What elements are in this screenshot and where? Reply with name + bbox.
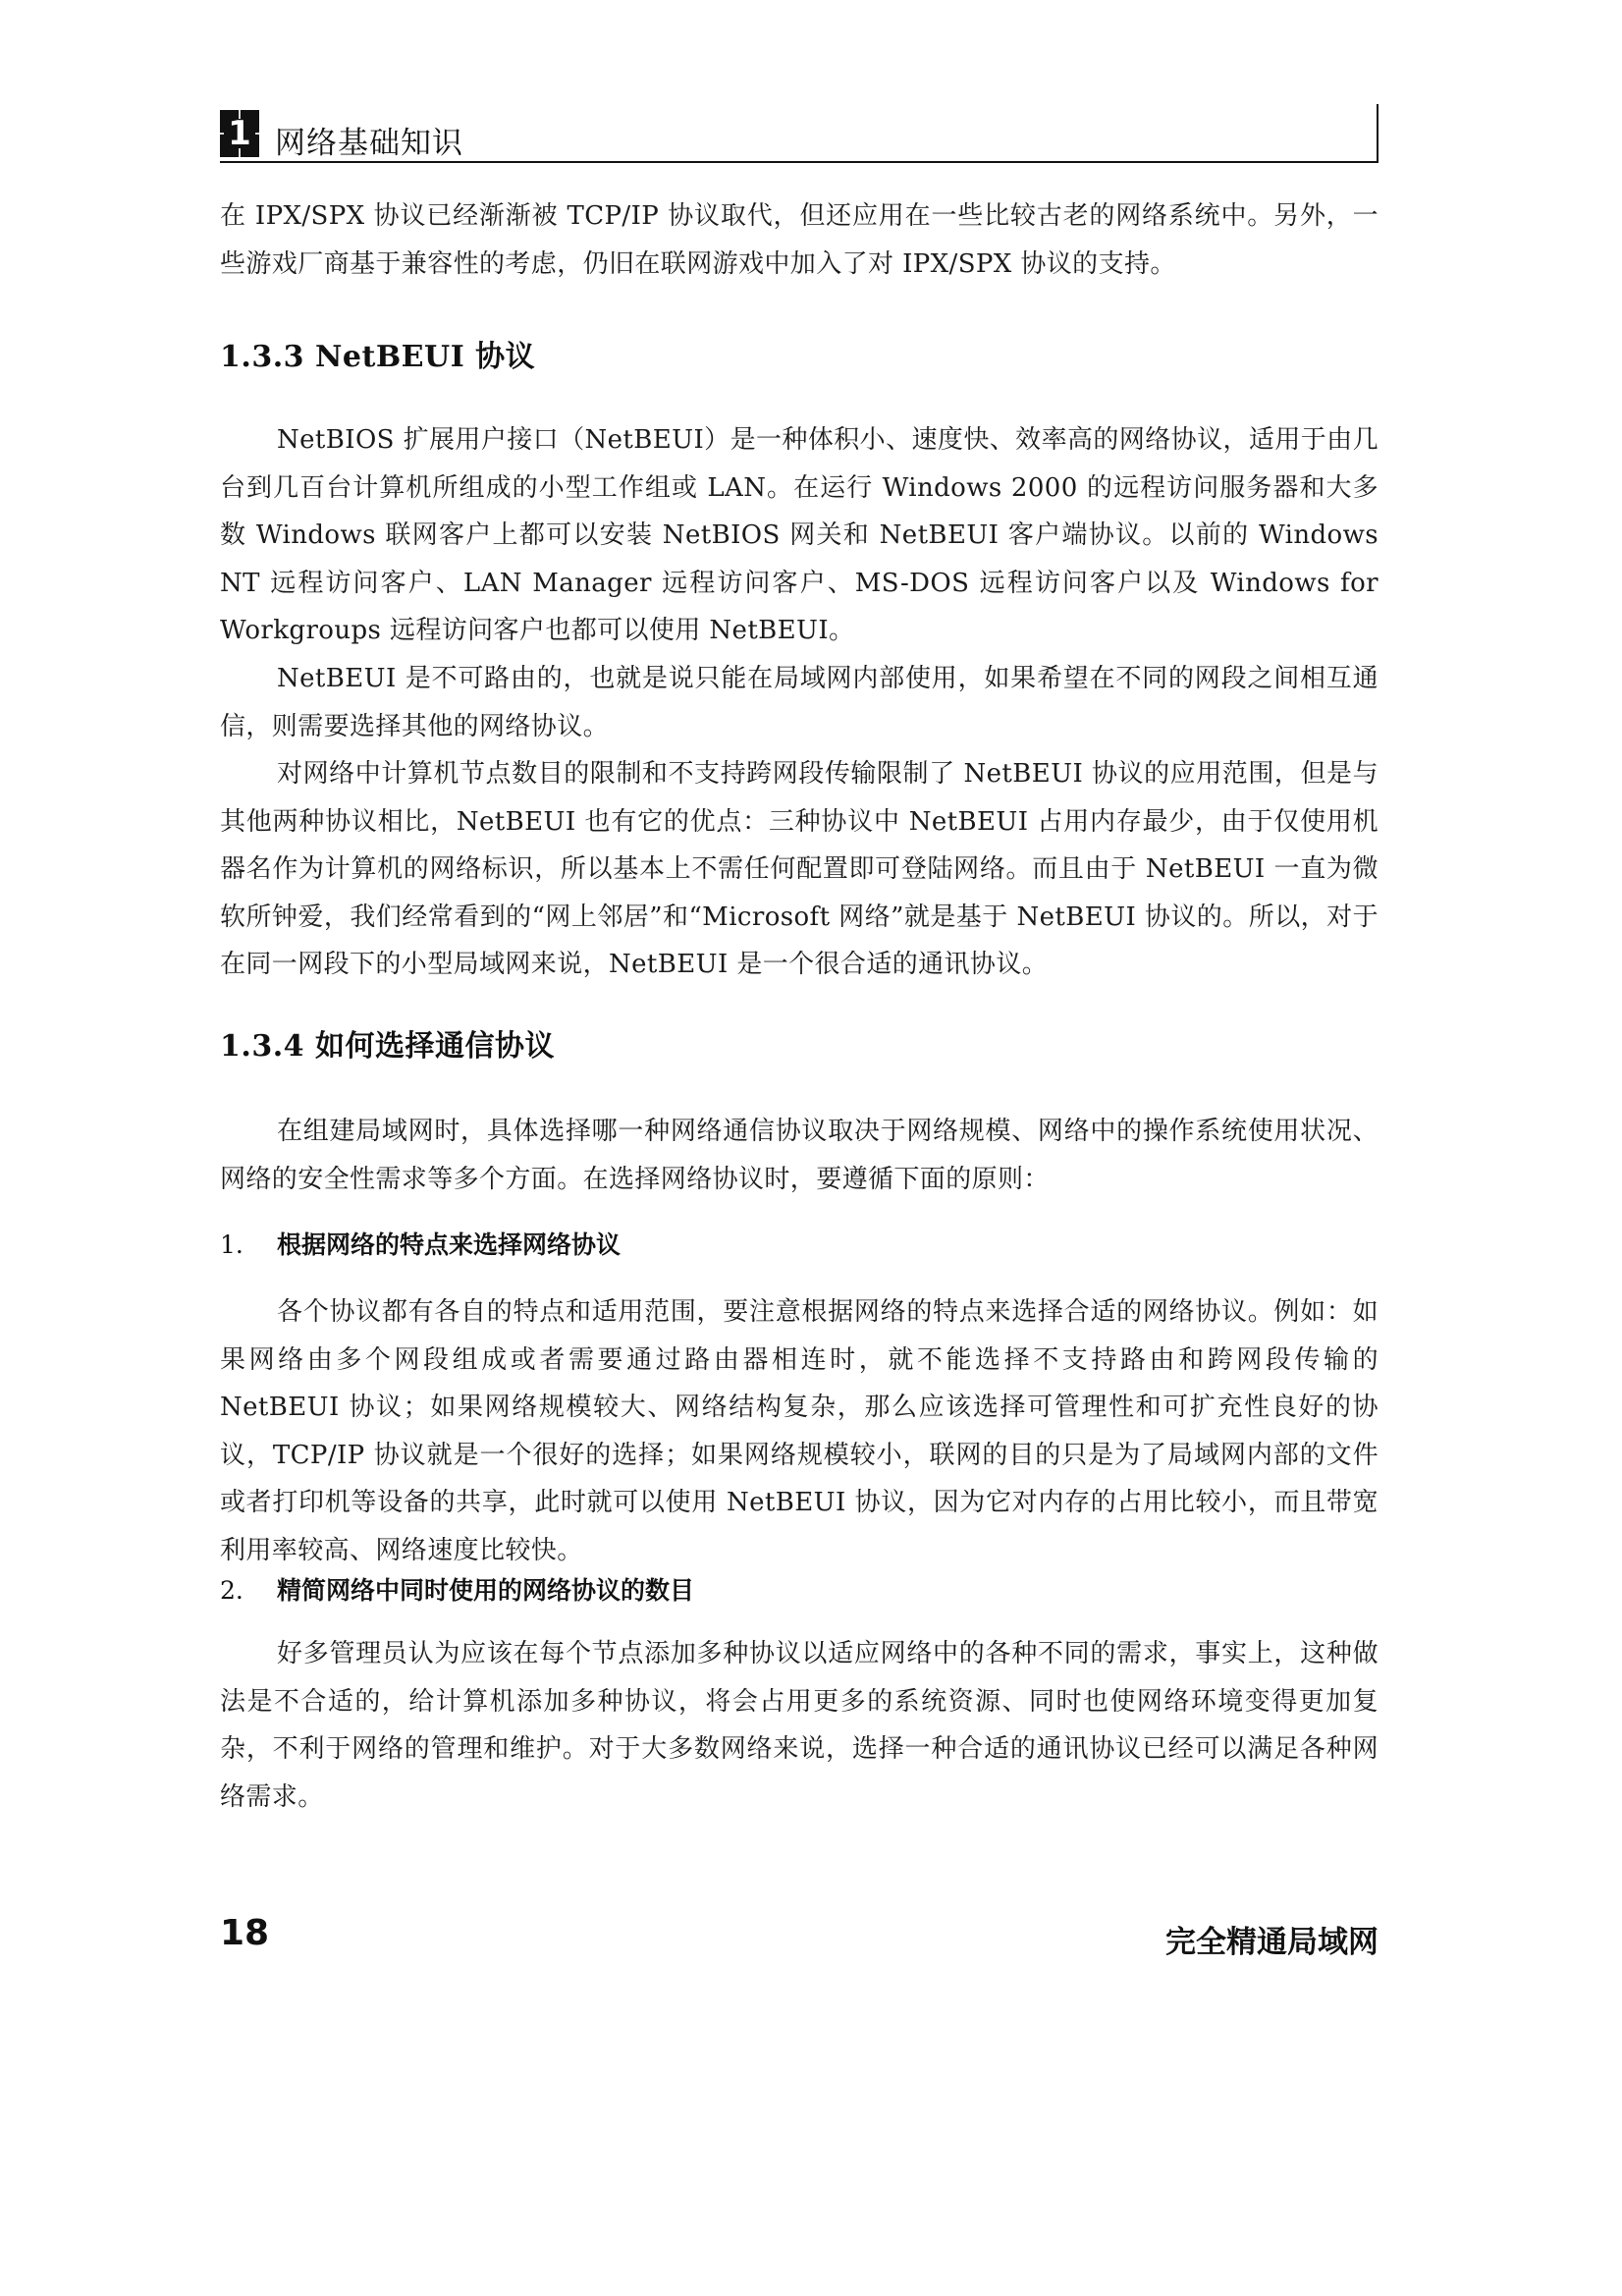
list-heading-2-title: 精简网络中同时使用的网络协议的数目: [277, 1576, 695, 1605]
list-heading-2: [220, 1571, 694, 1607]
section-heading-1-3-4: 1.3.4 如何选择通信协议: [220, 1029, 555, 1064]
list-heading-1-title: 根据网络的特点来选择网络协议: [277, 1230, 622, 1259]
paragraph-intro: 在 IPX/SPX 协议已经渐渐被 TCP/IP 协议取代，但还应用在一些比较古老的网络系统中。另外，一些游戏厂商基于兼容性的考虑，仍旧在联网游戏中加入了对 IPX/SPX 协议的支持。: [220, 201, 1379, 279]
header-rule: [220, 161, 1379, 163]
list-heading-2-number: 2.: [220, 1576, 243, 1605]
paragraph-item-2: 好多管理员认为应该在每个节点添加多种协议以适应网络中的各种不同的需求，事实上，这种做法是不合适的，给计算机添加多种协议，将会占用更多的系统资源、同时也使网络环境变得更加复杂，不利于网络的管理和维护。对于大多数网络来说，选择一种合适的通讯协议已经可以满足各种网络需求。: [220, 1639, 1379, 1812]
paragraph-netbeui-advantages: 对网络中计算机节点数目的限制和不支持跨网段传输限制了 NetBEUI 协议的应用范围，但是与其他两种协议相比，NetBEUI 也有它的优点：三种协议中 NetBEUI 占用内存最少，由于仅使用机器名作为计算机的网络标识，所以基本上不需任何配置即可登陆网络。而且由于 NetBEUI 一直为微软所钟爱，我们经常看到的“网上邻居”和“Microsoft 网络”就是基于 NetBEUI 协议的。所以，对于在同一网段下的小型局域网来说，NetBEUI 是一个很合适的通讯协议。: [220, 759, 1379, 979]
paragraph-netbeui-routing: NetBEUI 是不可路由的，也就是说只能在局域网内部使用，如果希望在不同的网段之间相互通信，则需要选择其他的网络协议。: [220, 664, 1379, 741]
list-heading-1: [220, 1226, 621, 1261]
paragraph-protocol-selection: 在组建局域网时，具体选择哪一种网络通信协议取决于网络规模、网络中的操作系统使用状况、网络的安全性需求等多个方面。在选择网络协议时，要遵循下面的原则：: [220, 1117, 1379, 1194]
chapter-title: 网络基础知识: [275, 126, 463, 161]
paragraph-item-1: 各个协议都有各自的特点和适用范围，要注意根据网络的特点来选择合适的网络协议。例如：如果网络由多个网段组成或者需要通过路由器相连时，就不能选择不支持路由和跨网段传输的 NetBEUI 协议；如果网络规模较大、网络结构复杂，那么应该选择可管理性和可扩充性良好的协议，TCP/IP 协议就是一个很好的选择；如果网络规模较小，联网的目的只是为了局域网内部的文件或者打印机等设备的共享，此时就可以使用 NetBEUI 协议，因为它对内存的占用比较小，而且带宽利用率较高、网络速度比较快。: [220, 1297, 1379, 1565]
chapter-number-badge: [220, 110, 259, 157]
book-title: 完全精通局域网: [1165, 1925, 1379, 1960]
header-edge-mark: [1377, 104, 1379, 161]
paragraph-netbeui-intro: NetBIOS 扩展用户接口（NetBEUI）是一种体积小、速度快、效率高的网络协议，适用于由几台到几百台计算机所组成的小型工作组或 LAN。在运行 Windows 2000 的远程访问服务器和大多数 Windows 联网客户上都可以安装 NetBIOS 网关和 NetBEUI 客户端协议。以前的 Windows NT 远程访问客户、LAN Manager 远程访问客户、MS-DOS 远程访问客户以及 Windows for Workgroups 远程访问客户也都可以使用 NetBEUI。: [220, 425, 1379, 645]
list-heading-1-number: 1.: [220, 1230, 243, 1259]
page-number: 18: [220, 1913, 270, 1953]
section-heading-1-3-3: 1.3.3 NetBEUI 协议: [220, 340, 536, 374]
chapter-number: 1: [224, 119, 255, 148]
running-header: [220, 110, 1379, 161]
